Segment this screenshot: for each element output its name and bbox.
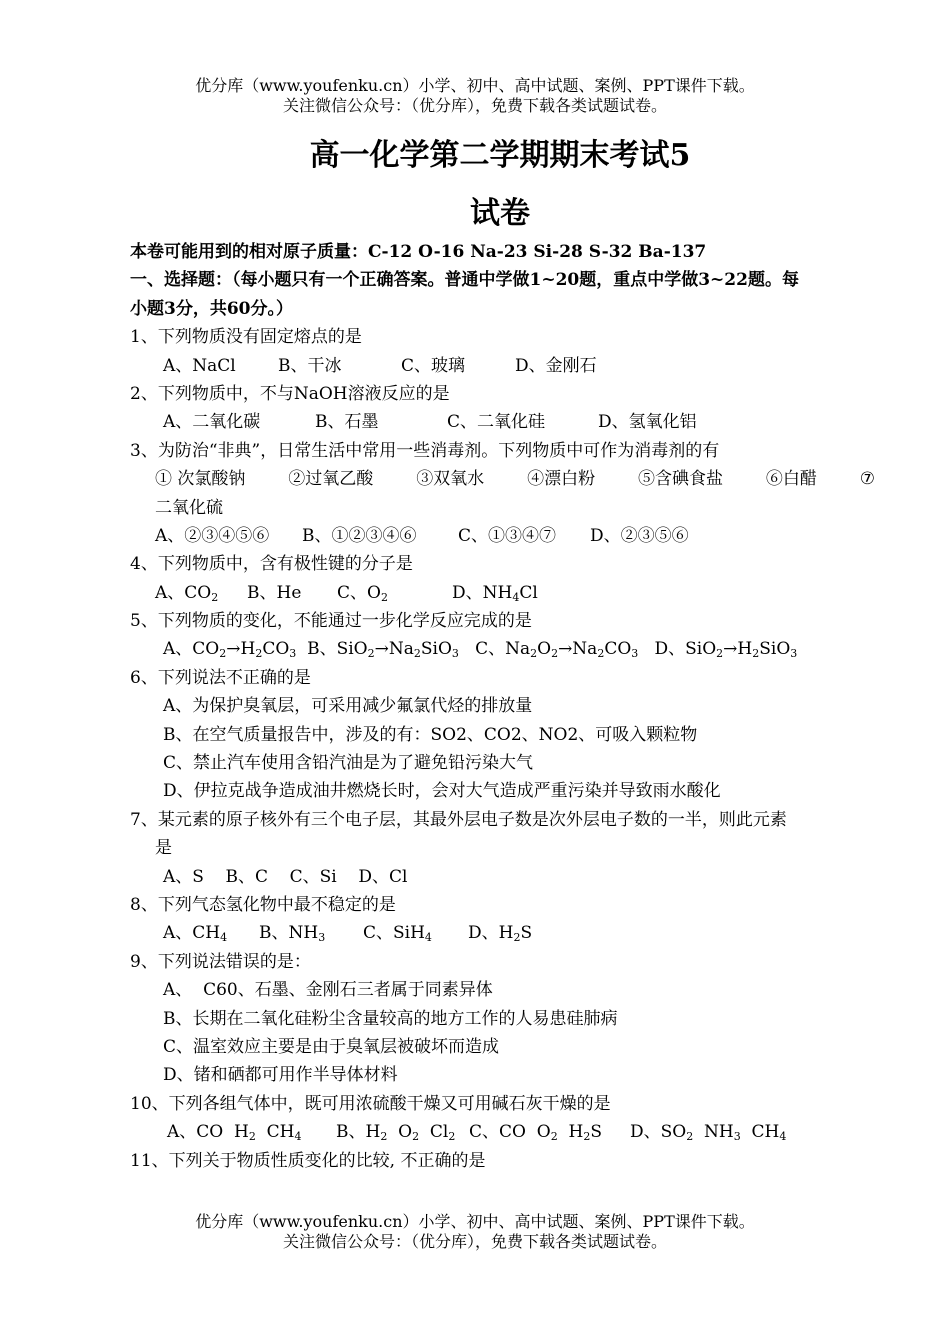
question-1-options	[130, 352, 875, 380]
question-9-option-b: B、长期在二氧化硅粉尘含量较高的地方工作的人易患硅肺病	[163, 1008, 618, 1029]
option-c: C、二氧化硅	[447, 412, 546, 433]
question-5-options: A、$CO_2\to H_2CO_3$ B、$SiO_2\to Na_2SiO_3$ C、$Na_2O_2\to Na_2CO_3$ D、$SiO_2\to H_2SiO_3$	[163, 639, 798, 661]
section-instructions-1: 一、选择题：（每小题只有一个正确答案。普通中学做1~20题，重点中学做3~22题。每	[130, 270, 799, 291]
question-6-option-a: A、为保护臭氧层，可采用减少氟氯代烃的排放量	[163, 696, 533, 717]
question-10-stem: 10、下列各组气体中，既可用浓硫酸干燥又可用碱石灰干燥的是	[130, 1093, 611, 1114]
footer-line-2: 关注微信公众号：（优分库），免费下载各类试题试卷。	[282, 1232, 667, 1251]
question-2-stem: 2、下列物质中，不与NaOH溶液反应的是	[130, 383, 450, 404]
question-2-options	[130, 408, 875, 436]
question-9-option-a: A、 C60、石墨、金刚石三者属于同素异体	[163, 980, 493, 1001]
header-line-2: 关注微信公众号：（优分库），免费下载各类试题试卷。	[282, 96, 667, 115]
question-11-stem: 11、下列关于物质性质变化的比较, 不正确的是	[130, 1150, 486, 1171]
question-6-stem: 6、下列说法不正确的是	[130, 667, 311, 688]
question-3-stem: 3、为防治“非典”，日常生活中常用一些消毒剂。下列物质中可作为消毒剂的有	[130, 440, 720, 461]
question-3-items-cont: 二氧化硫	[155, 497, 223, 518]
exam-title: 高一化学第二学期期末考试5	[309, 138, 691, 173]
question-7-stem-cont: 是	[155, 838, 172, 859]
exam-subtitle: 试卷	[470, 196, 530, 231]
option-b: B、①②③④⑥	[302, 525, 417, 546]
question-3-items	[130, 465, 875, 493]
question-8-options: A、$CH_4$ B、$NH_3$ C、SiH$_4$ D、$H_2S$	[163, 923, 533, 945]
question-9-option-c: C、温室效应主要是由于臭氧层被破坏而造成	[163, 1036, 500, 1057]
question-9-stem: 9、下列说法错误的是：	[130, 951, 311, 972]
question-10-options: A、CO $H_2$ $CH_4$ B、$H_2$ $O_2$ $Cl_2$ C、CO $O_2$ $H_2S$ D、$SO_2$ $NH_3$ $CH_4$	[167, 1122, 787, 1144]
page-footer	[0, 1212, 950, 1252]
option-b: B、He	[247, 582, 302, 603]
exam-content	[130, 238, 875, 1175]
option-a: A、②③④⑤⑥	[155, 525, 270, 546]
option-c: C、①③④⑦	[458, 525, 557, 546]
question-9-option-d: D、锗和硒都可用作半导体材料	[163, 1065, 398, 1086]
question-4-stem: 4、下列物质中，含有极性键的分子是	[130, 554, 413, 575]
item-2: ②过氧乙酸	[288, 469, 374, 490]
question-7-options: A、S B、C C、Si D、Cl	[163, 866, 408, 887]
question-3-options	[130, 522, 875, 550]
section-instructions-2: 小题3分，共60分。）	[130, 298, 293, 319]
item-3: ③双氧水	[416, 469, 485, 490]
option-b: B、石墨	[315, 412, 379, 433]
question-6-option-b: B、在空气质量报告中，涉及的有：SO2、CO2、NO2、可吸入颗粒物	[163, 724, 698, 745]
atomic-masses: 本卷可能用到的相对原子质量：C-12 O-16 Na-23 Si-28 S-32 Ba-137	[130, 242, 707, 262]
option-a: A、NaCl	[163, 355, 236, 376]
option-c: C、$O_2$	[337, 582, 388, 604]
header-line-1: 优分库（www.youfenku.cn）小学、初中、高中试题、案例、PPT课件下载。	[195, 76, 755, 95]
option-d: D、②③⑤⑥	[590, 525, 689, 546]
option-d: D、氢氧化铝	[598, 412, 697, 433]
footer-line-1: 优分库（www.youfenku.cn）小学、初中、高中试题、案例、PPT课件下载。	[195, 1212, 755, 1231]
question-1-stem: 1、下列物质没有固定熔点的是	[130, 327, 362, 348]
item-5: ⑤含碘食盐	[637, 469, 723, 490]
item-6: ⑥白醋	[765, 469, 817, 490]
option-b: B、干冰	[278, 355, 342, 376]
option-d: D、$NH_4Cl$	[452, 582, 538, 604]
question-4-options	[130, 579, 875, 607]
question-7-stem: 7、某元素的原子核外有三个电子层，其最外层电子数是次外层电子数的一半，则此元素	[130, 809, 787, 830]
option-a: A、$CO_2$	[155, 582, 219, 604]
question-8-stem: 8、下列气态氢化物中最不稳定的是	[130, 894, 396, 915]
page-header	[0, 76, 950, 116]
question-5-stem: 5、下列物质的变化，不能通过一步化学反应完成的是	[130, 611, 532, 632]
item-1: ① 次氯酸钠	[155, 469, 246, 490]
question-6-option-d: D、伊拉克战争造成油井燃烧长时，会对大气造成严重污染并导致雨水酸化	[163, 781, 721, 802]
item-7: ⑦	[859, 469, 875, 490]
option-d: D、金刚石	[515, 355, 597, 376]
option-c: C、玻璃	[401, 355, 466, 376]
item-4: ④漂白粉	[527, 469, 596, 490]
question-6-option-c: C、禁止汽车使用含铅汽油是为了避免铅污染大气	[163, 753, 534, 774]
option-a: A、二氧化碳	[163, 412, 261, 433]
